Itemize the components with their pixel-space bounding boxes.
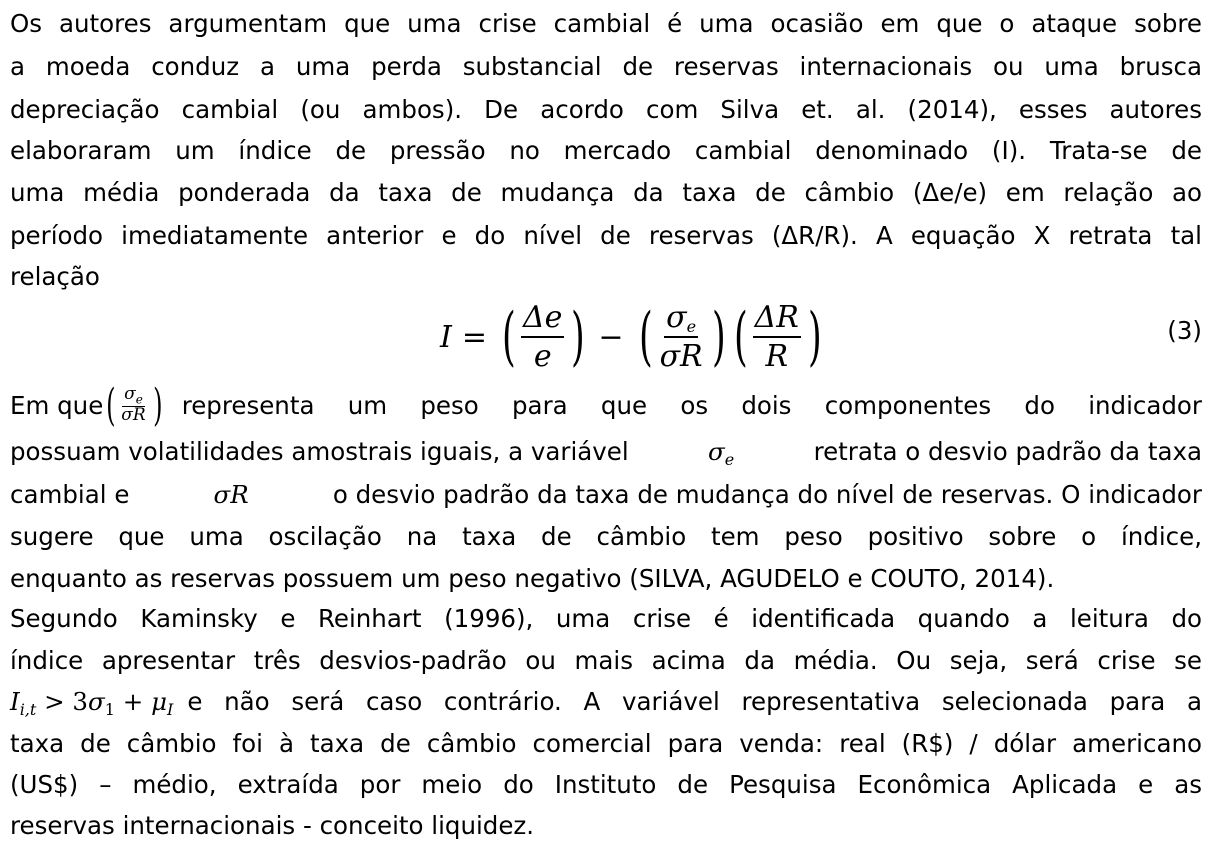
equation: I = ( $\frac{\Delta e}{e}$ ) − ( $\frac{\sigma_e}{\sigma R}$ ) ( $\frac{\Delta R}{R}$ )	[440, 300, 822, 374]
text-line: enquanto as reservas possuem um peso negativo (SILVA, AGUDELO e COUTO, 2014).	[10, 564, 1055, 593]
eq-fraction-weight: $\frac{\sigma_e}{\sigma R}$	[659, 300, 703, 374]
text-line: relação	[10, 262, 100, 291]
text-line: período imediatamente anterior e do nível de reservas (ΔR/R). A equação X retrata tal	[10, 221, 1202, 250]
crisis-condition: $I_{i,t} > 3\sigma_1 + \mu_I$	[10, 687, 174, 719]
text-line: sugere que uma oscilação na taxa de câmbio tem peso positivo sobre o índice,	[10, 522, 1202, 551]
eq-fraction-dr-r: $\frac{\Delta R}{R}$	[754, 300, 799, 374]
eq-equals: =	[461, 319, 487, 355]
text-line: a moeda conduz a uma perda substancial de reservas internacionais ou uma brusca	[10, 52, 1202, 81]
eq-lhs: I	[440, 319, 452, 355]
text-line: $I_{i,t} > 3\sigma_1 + \mu_I$ e não será caso contrário. A variável representativa selecionada para a	[10, 680, 1202, 723]
text-line: possuam volatilidades amostrais iguais, a variável $\sigma_e$ retrata o desvio padrão da taxa	[10, 437, 1202, 469]
inline-fraction: ( $\sigma_e$ σR )	[106, 379, 163, 431]
text-line: índice apresentar três desvios-padrão ou mais acima da média. Ou seja, será crise se	[10, 646, 1202, 675]
text-line: reservas internacionais - conceito liquidez.	[10, 811, 535, 840]
text-line: elaboraram um índice de pressão no mercado cambial denominado (I). Trata-se de	[10, 136, 1202, 165]
equation-block	[10, 292, 1202, 382]
text-line: Segundo Kaminsky e Reinhart (1996), uma crise é identificada quando a leitura do	[10, 604, 1202, 633]
text-line: cambial e σR o desvio padrão da taxa de mudança do nível de reservas. O indicador	[10, 480, 1202, 509]
text-line: (US$) – médio, extraída por meio do Instituto de Pesquisa Econômica Aplicada e as	[10, 770, 1202, 799]
text-line: depreciação cambial (ou ambos). De acordo com Silva et. al. (2014), esses autores	[10, 95, 1202, 124]
equation-number: (3)	[1167, 316, 1202, 345]
text-line: taxa de câmbio foi à taxa de câmbio comercial para venda: real (R$) / dólar americano	[10, 729, 1202, 758]
text-line: Em que ( $\sigma_e$ σR ) representa um peso para que os dois componentes do indicador	[10, 379, 1202, 431]
eq-minus: −	[598, 319, 624, 355]
text-line: Os autores argumentam que uma crise cambial é uma ocasião em que o ataque sobre	[10, 9, 1202, 38]
eq-fraction-de-e: $\frac{\Delta e}{e}$	[523, 300, 563, 374]
text-line: uma média ponderada da taxa de mudança da taxa de câmbio (Δe/e) em relação ao	[10, 178, 1202, 207]
